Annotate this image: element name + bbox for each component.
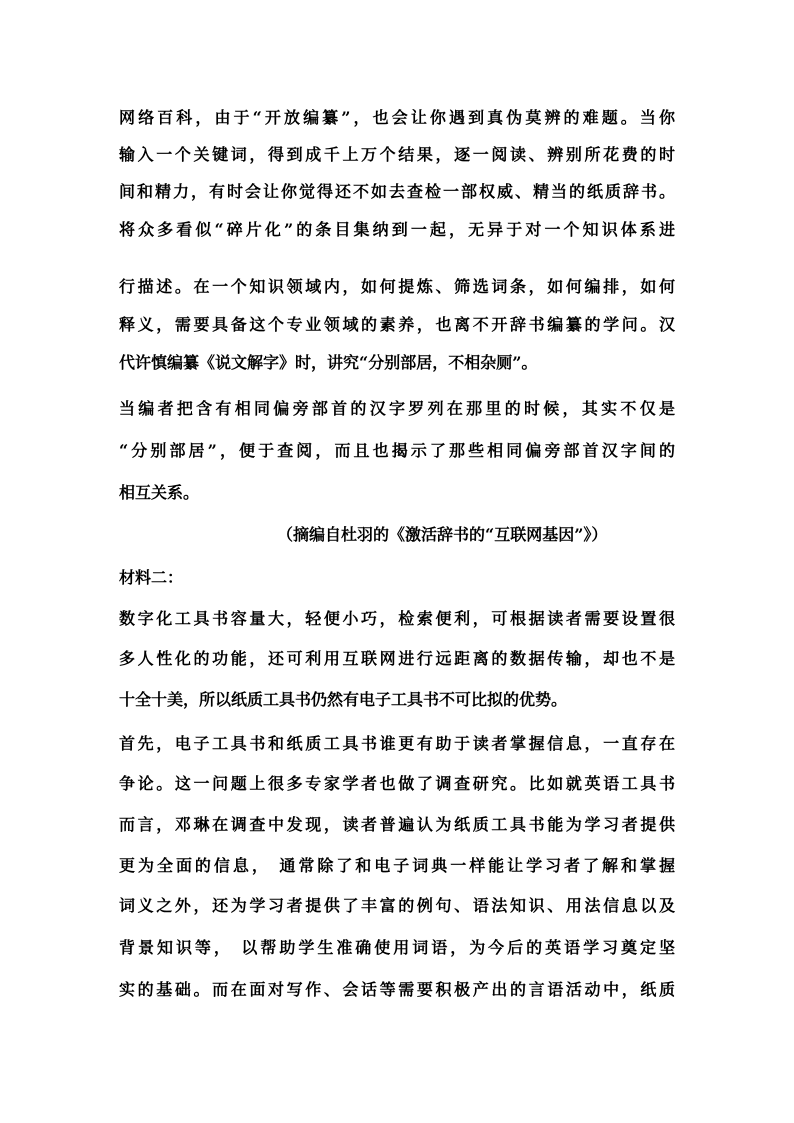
text-line: 实的基础。而在面对写作、会话等需要积极产出的言语活动中，纸质: [119, 980, 675, 999]
text-line: 当编者把含有相同偏旁部首的汉字罗列在那里的时候，其实不仅是: [119, 399, 675, 418]
text-line: 争论。这一问题上很多专家学者也做了调查研究。比如就英语工具书: [119, 774, 675, 793]
text-line: 而言，邓琳在调查中发现，读者普遍认为纸质工具书能为学习者提供: [119, 815, 675, 834]
text-line: 背景知识等， 以帮助学生准确使用词语，为今后的英语学习奠定坚: [119, 938, 675, 957]
text-line: 行描述。在一个知识领域内，如何提炼、筛选词条，如何编排，如何: [119, 277, 675, 296]
text-line: 多人性化的功能，还可利用互联网进行远距离的数据传输，却也不是: [119, 649, 675, 668]
text-line: 相互关系。: [119, 483, 200, 502]
text-line: 代许慎编纂《说文解字》时，讲究“分别部居，不相杂厕”。: [119, 353, 538, 372]
source-attribution: （摘编自杜羽的《激活辞书的“互联网基因”》）: [277, 525, 608, 544]
text-line: 网络百科，由于“开放编纂”，也会让你遇到真伪莫辨的难题。当你: [119, 108, 675, 127]
text-line: 更为全面的信息， 通常除了和电子词典一样能让学习者了解和掌握: [119, 856, 675, 875]
text-line: 释义，需要具备这个专业领域的素养，也离不开辞书编纂的学问。汉: [119, 315, 675, 334]
section-heading: 材料二：: [119, 568, 184, 587]
text-line: 数字化工具书容量大，轻便小巧，检索便利，可根据读者需要设置很: [119, 609, 675, 628]
text-line: 间和精力，有时会让你觉得还不如去查检一部权威、精当的纸质辞书。: [119, 182, 675, 201]
text-line: 十全十美，所以纸质工具书仍然有电子工具书不可比拟的优势。: [119, 690, 568, 709]
text-line: 将众多看似“碎片化”的条目集纳到一起，无异于对一个知识体系进: [119, 220, 675, 239]
text-line: 词义之外，还为学习者提供了丰富的例句、语法知识、用法信息以及: [119, 896, 675, 915]
text-line: 输入一个关键词，得到成千上万个结果，逐一阅读、辨别所花费的时: [119, 145, 675, 164]
text-line: 首先，电子工具书和纸质工具书谁更有助于读者掌握信息，一直存在: [119, 734, 675, 753]
text-line: “分别部居”，便于查阅，而且也揭示了那些相同偏旁部首汉字间的: [119, 441, 675, 460]
